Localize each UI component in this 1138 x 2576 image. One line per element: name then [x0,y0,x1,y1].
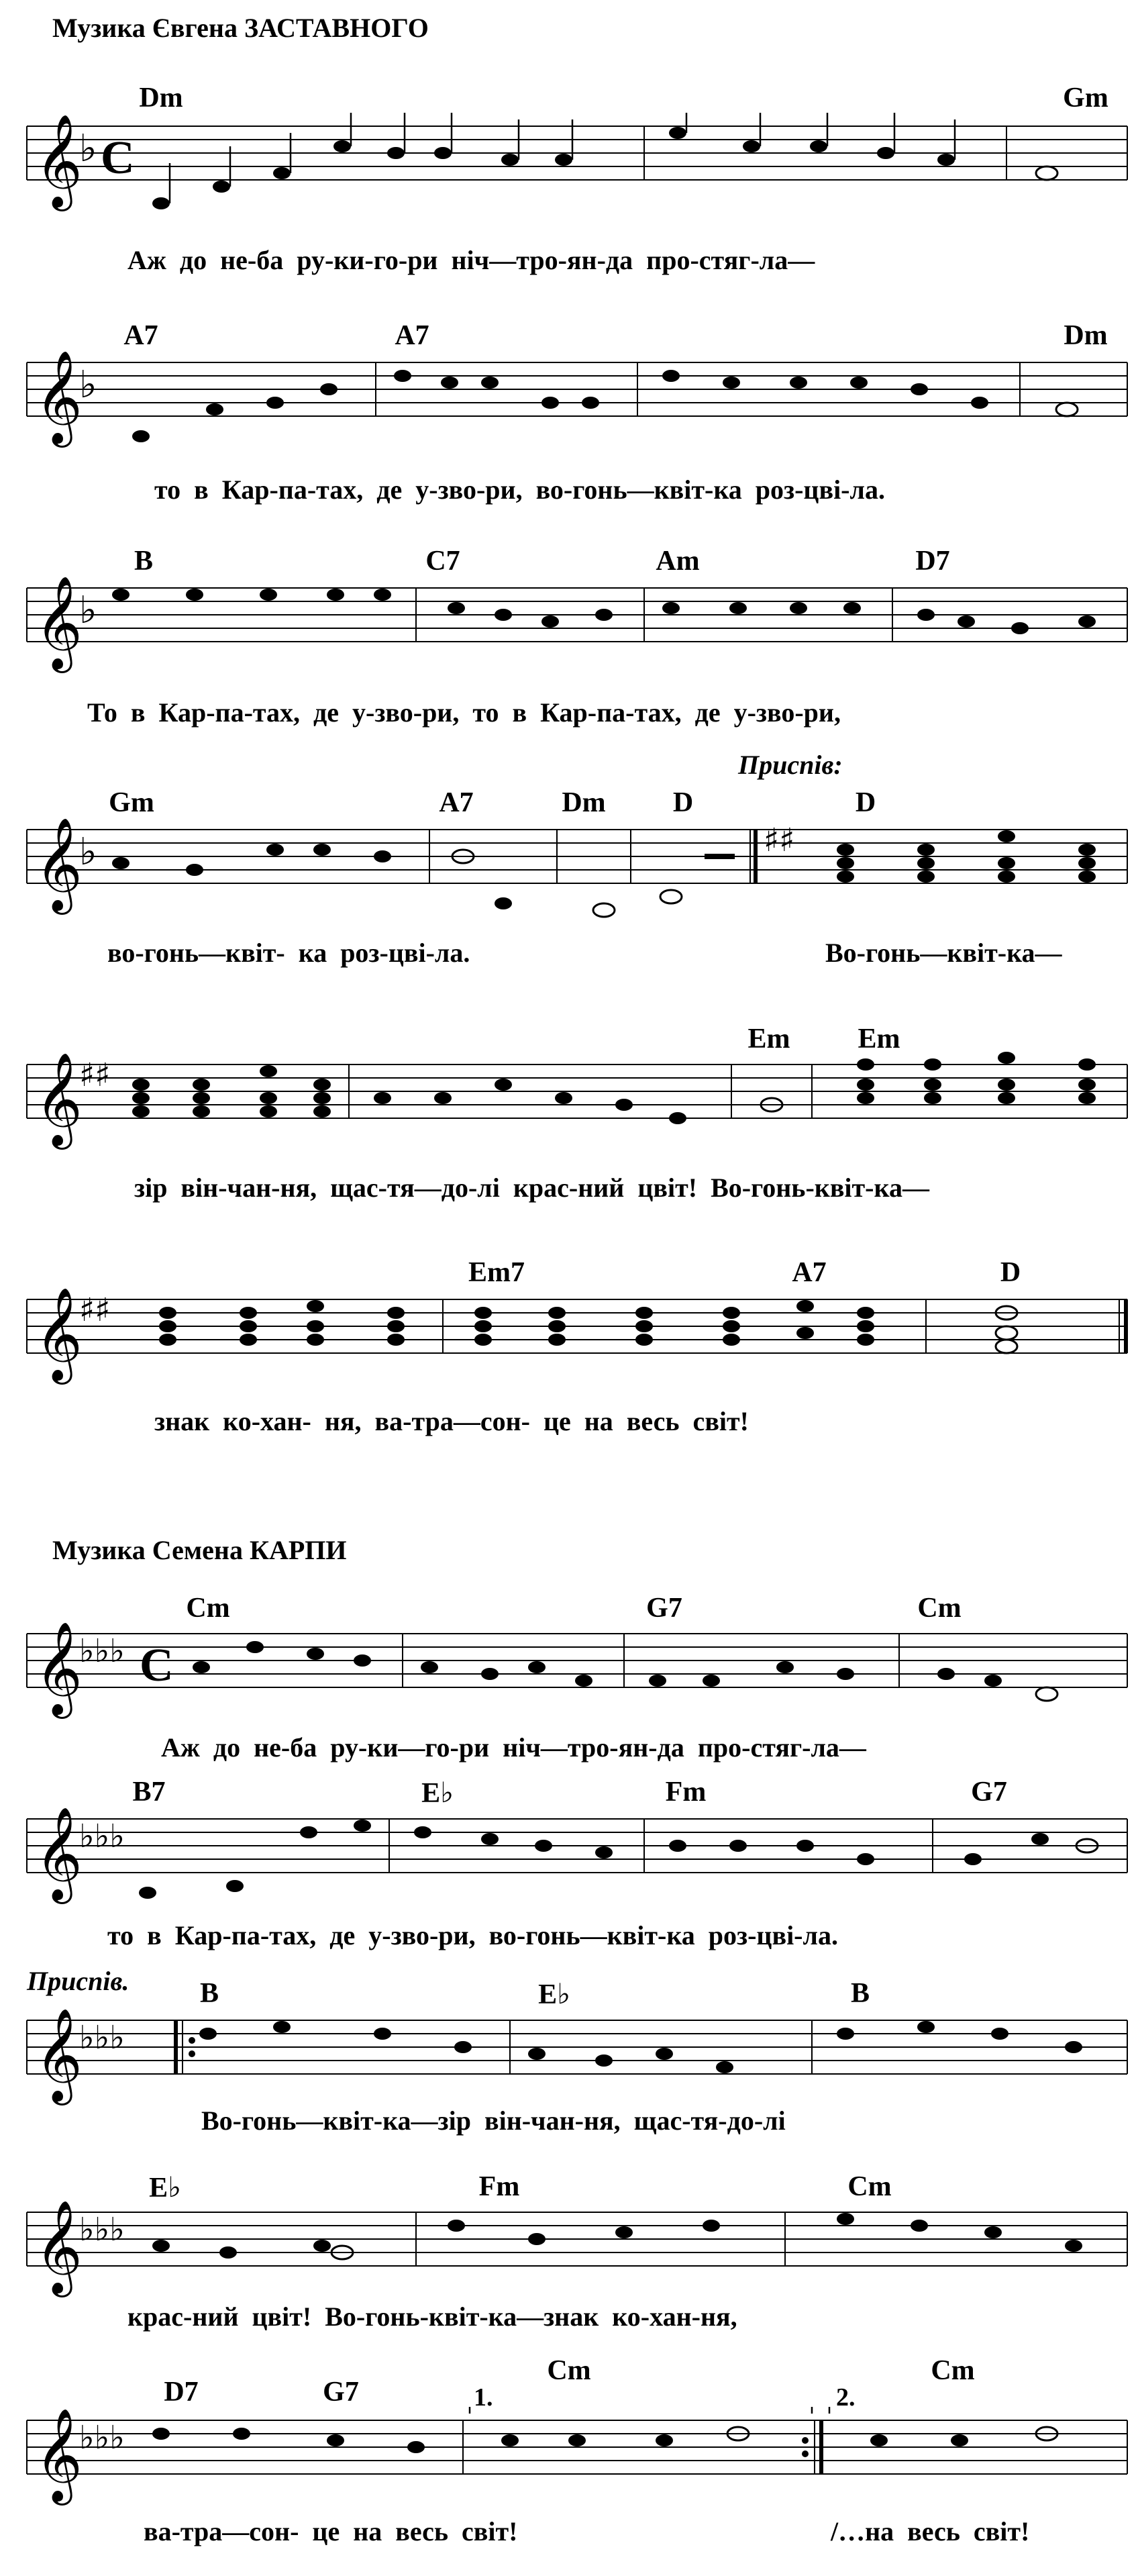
treble-clef-icon: 𝄞 [35,2008,83,2101]
chord-label: E♭ [538,1979,570,2010]
staff-system [0,1051,1138,1172]
chord-label: B7 [132,1777,166,1807]
lyrics-line: Аж до не-ба ру-ки—го-ри ніч—тро-ян-да про-стяг-ла— [161,1732,866,1763]
treble-clef-icon: 𝄞 [35,350,83,444]
staff-svg [0,1805,1138,1926]
flat-icon: ♭ [79,127,97,170]
lyrics-line: то в Кар-па-тах, де у-зво-ри, во-гонь—квіт-ка роз-цві-ла. [154,475,885,505]
chord-label: Cm [917,1593,962,1624]
flat-icon: ♭ [79,830,97,874]
chord-label: E♭ [421,1778,454,1809]
staff-system [0,113,1138,234]
lyrics-line: ва-тра—сон- це на весь світ! [144,2516,518,2546]
chord-label: D7 [164,2377,199,2408]
composer-heading-2: Музика Семена КАРПИ [52,1535,347,1565]
chord-label: Dm [1064,320,1108,351]
sharp-icon: ♯♯ [764,822,795,859]
treble-clef-icon: 𝄞 [35,576,83,669]
chord-label: Gm [109,787,154,818]
chord-label: Gm [1063,83,1108,113]
flat-icon: ♭♭♭ [79,2211,125,2248]
common-time-icon: C [101,132,135,184]
staff-system [0,816,1138,937]
staff-system [0,2407,1138,2528]
chord-label: D [1000,1257,1021,1288]
chord-label: Fm [478,2171,520,2202]
staff-system [0,575,1138,695]
treble-clef-icon: 𝄞 [35,1622,83,1715]
sharp-icon: ♯♯ [79,1056,111,1094]
chord-label: Cm [186,1593,230,1624]
staff-svg [0,1051,1138,1172]
flat-icon: ♭♭♭ [79,2019,125,2057]
lyrics-line: Во-гонь—квіт-ка—зір він-чан-ня, щас-тя-до-лі [201,2106,786,2136]
lyrics-line: Аж до не-ба ру-ки-го-ри ніч—тро-ян-да про-стяг-ла— [127,245,815,275]
flat-icon: ♭♭♭ [79,1818,125,1855]
treble-clef-icon: 𝄞 [35,2408,83,2501]
chord-label: G7 [971,1777,1007,1807]
chord-label: B [850,1978,870,2009]
lyrics-line: крас-ний цвіт! Во-гонь-квіт-ка—знак ко-хан-ня, [127,2301,737,2332]
chord-label: C7 [425,546,460,577]
treble-clef-icon: 𝄞 [35,1807,83,1900]
flat-icon: ♭♭♭ [79,2419,125,2457]
chord-label: B [199,1978,219,2009]
chord-label: D7 [915,546,950,577]
staff-svg [0,1286,1138,1407]
chord-label: D [855,787,876,818]
chord-label: G7 [646,1593,682,1624]
staff-svg [0,349,1138,470]
flat-icon: ♭ [79,363,97,407]
lyrics-line: то в Кар-па-тах, де у-зво-ри, во-гонь—квіт-ка роз-цві-ла. [107,1920,838,1950]
lyrics-line: Во-гонь—квіт-ка— [825,938,1062,968]
chord-label: B [134,546,154,577]
flat-icon: ♭ [79,589,97,632]
chord-label: Em [747,1024,790,1054]
treble-clef-icon: 𝄞 [35,1287,83,1381]
chord-label: E♭ [149,2173,181,2203]
chorus-label: Приспів. [27,1966,130,1996]
chord-label: Dm [139,83,183,113]
chord-label: Em [858,1024,900,1054]
staff-svg [0,1620,1138,1741]
staff-svg [0,2407,1138,2528]
chorus-label: Приспів: [738,750,843,780]
chord-label: G7 [323,2377,359,2408]
chord-label: Dm [562,787,606,818]
staff-svg [0,113,1138,234]
treble-clef-icon: 𝄞 [35,114,83,207]
chord-label: Cm [547,2355,591,2386]
chord-label: Fm [665,1777,707,1807]
chord-label: A7 [439,787,474,818]
staff-system [0,1286,1138,1407]
lyrics-line: То в Кар-па-тах, де у-зво-ри, то в Кар-па-тах, де у-зво-ри, [87,697,841,728]
chord-label: Em7 [468,1257,525,1288]
lyrics-line: знак ко-хан- ня, ва-тра—сон- це на весь світ! [154,1406,749,1436]
treble-clef-icon: 𝄞 [35,2200,83,2293]
chord-label: Cm [931,2355,975,2386]
lyrics-line: зір він-чан-ня, щас-тя—до-лі крас-ний цвіт! Во-гонь-квіт-ка— [134,1173,929,1203]
chord-label: A7 [395,320,429,351]
staff-system [0,1620,1138,1741]
staff-svg [0,575,1138,695]
treble-clef-icon: 𝄞 [35,1052,83,1146]
staff-svg [0,816,1138,937]
lyrics-line: во-гонь—квіт- ка роз-цві-ла. [107,938,470,968]
sharp-icon: ♯♯ [79,1291,111,1329]
flat-icon: ♭♭♭ [79,1632,125,1670]
staff-system [0,349,1138,470]
staff-system [0,1805,1138,1926]
volta-2-label: 2. [836,2383,856,2412]
chord-label: Cm [847,2171,892,2202]
chord-label: D [672,787,694,818]
common-time-icon: C [140,1640,174,1691]
lyrics-line: /…на весь світ! [831,2516,1030,2546]
chord-label: A7 [792,1257,827,1288]
chord-label: A7 [123,320,158,351]
chord-label: Am [656,546,700,577]
volta-1-label: 1. [474,2383,493,2412]
treble-clef-icon: 𝄞 [35,818,83,911]
composer-heading-1: Музика Євгена ЗАСТАВНОГО [52,13,429,43]
